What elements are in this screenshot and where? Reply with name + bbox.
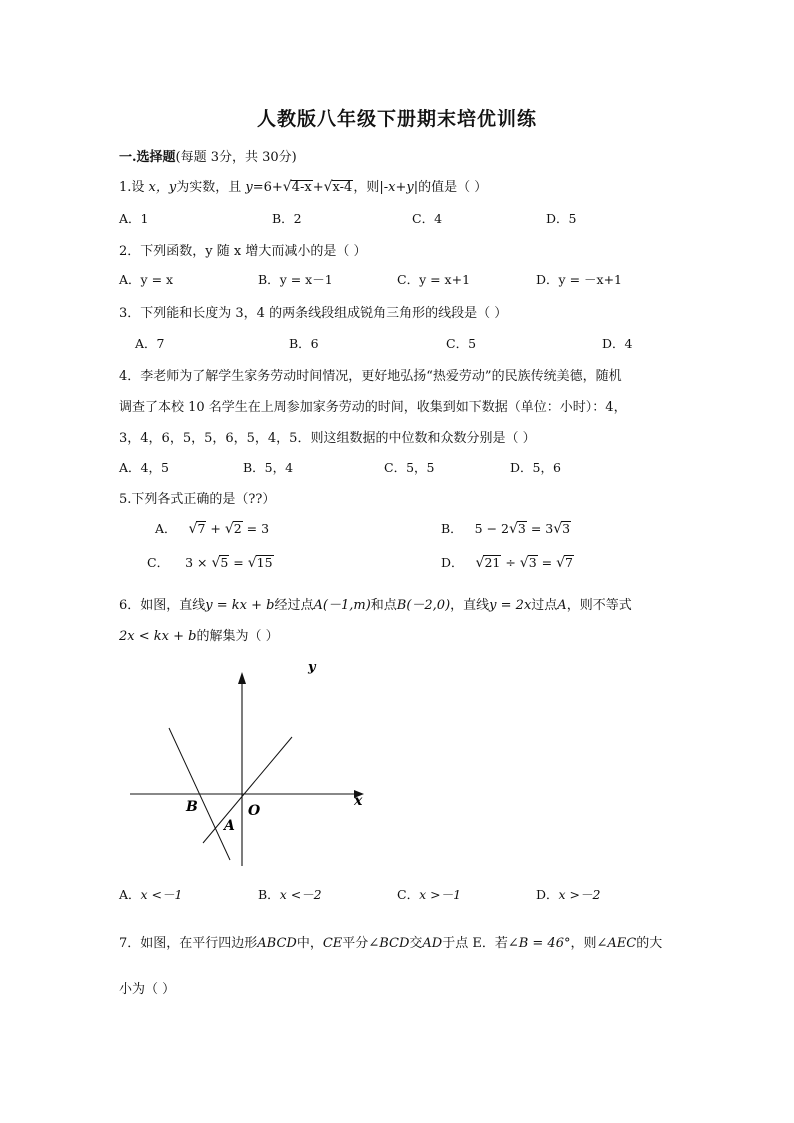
q1-vars: x，y xyxy=(148,180,177,195)
q5-a-eq: = 3 xyxy=(242,521,270,536)
q7-ad: AD xyxy=(422,936,443,951)
question-4-line-1: 4．李老师为了解学生家务劳动时间情况，更好地弘扬“热爱劳动”的民族传统美德，随机 xyxy=(119,369,622,384)
q3-option-b[interactable]: B．6 xyxy=(289,336,319,351)
q5-option-b[interactable] xyxy=(441,519,571,537)
q6-t6: ，则不等式 xyxy=(566,598,632,613)
q3-option-c[interactable]: C．5 xyxy=(446,336,477,351)
q2-b-label: B． xyxy=(258,272,280,287)
q1-option-b[interactable]: B．2 xyxy=(272,211,302,226)
question-6-line-1 xyxy=(119,594,632,613)
q5-a-r1: 7 xyxy=(197,521,206,536)
q7-angle-aec: ∠AEC xyxy=(596,936,637,951)
q5-b-r1: 3 xyxy=(517,521,526,536)
q6-t1: 6．如图，直线 xyxy=(119,598,206,613)
q5-a-op: + xyxy=(206,521,225,536)
q1-option-a[interactable]: A．1 xyxy=(119,211,149,226)
q6-t5: 过点 xyxy=(531,598,558,613)
q7-angle-b: ∠B = 46° xyxy=(507,936,571,951)
q7-abcd: ABCD xyxy=(257,936,297,951)
q5-d-eq: = xyxy=(537,555,557,570)
q4-option-a[interactable]: A．4，5 xyxy=(119,460,169,475)
q5-option-a[interactable] xyxy=(155,519,269,537)
q1-option-d[interactable]: D．5 xyxy=(546,211,577,226)
q7-t3: 平分 xyxy=(342,936,369,951)
q5-option-d[interactable] xyxy=(441,553,574,571)
q2-d-expr: y = －x+1 xyxy=(558,272,622,287)
sqrt-icon: √ xyxy=(509,521,518,537)
q7-t7: 的大 xyxy=(636,936,663,951)
q5-c-eq: = xyxy=(229,555,248,570)
q6-inequality: 2x < kx + b xyxy=(119,629,197,644)
q5-c-label: C． xyxy=(147,555,170,570)
q6-d-expr: x >－2 xyxy=(558,887,601,902)
q1-number: 1. xyxy=(119,180,132,195)
q7-t2: 中， xyxy=(296,936,323,951)
page-title: 人教版八年级下册期末培优训练 xyxy=(256,108,537,130)
q6-a-label: A． xyxy=(119,887,141,902)
q7-t5: 于点 E．若 xyxy=(442,936,508,951)
q6-b-label: B． xyxy=(258,887,280,902)
sqrt-icon: √ xyxy=(224,521,234,537)
q7-ce: CE xyxy=(322,936,343,951)
q6-t4: ，直线 xyxy=(450,598,490,613)
sqrt-icon: √ xyxy=(553,521,563,537)
question-1 xyxy=(119,176,487,195)
q6-option-a[interactable] xyxy=(119,885,182,903)
q5-b-r2: 3 xyxy=(562,521,571,536)
point-a-label: A xyxy=(224,818,235,834)
sqrt-icon: √ xyxy=(188,521,198,537)
q5-c-pre: 3 × xyxy=(185,555,212,570)
q4-option-d[interactable]: D．5，6 xyxy=(510,460,561,475)
sqrt-icon: √ xyxy=(556,555,565,571)
q5-a-label: A． xyxy=(155,521,177,536)
q1-text: 设 xyxy=(131,180,149,195)
line-2x xyxy=(203,737,292,843)
q1-plus: + xyxy=(312,180,324,195)
sqrt-icon: √ xyxy=(247,555,257,571)
q4-option-b[interactable]: B．5，4 xyxy=(243,460,294,475)
sqrt-icon: √ xyxy=(323,179,333,195)
q4-option-c[interactable]: C．5，5 xyxy=(384,460,435,475)
q6-point-b: B(－2,0) xyxy=(396,598,451,613)
q6-t7: 的解集为（ ） xyxy=(196,629,279,644)
q6-t3: 和点 xyxy=(370,598,397,613)
q5-c-r2: 15 xyxy=(256,555,273,570)
q6-option-d[interactable] xyxy=(536,885,600,903)
q6-d-label: D． xyxy=(536,887,559,902)
question-7-line-2: 小为（ ） xyxy=(119,982,176,997)
q5-b-pre: 5 − 2 xyxy=(474,521,509,536)
q3-option-d[interactable]: D．4 xyxy=(602,336,633,351)
q6-t2: 经过点 xyxy=(274,598,314,613)
q1-option-c[interactable]: C．4 xyxy=(412,211,443,226)
point-b-label: B xyxy=(186,799,198,815)
q1-radicand-1: 4-x xyxy=(291,180,312,195)
section-note: (每题 3分，共 30分) xyxy=(175,150,297,165)
question-3: 3．下列能和长度为 3，4 的两条线段组成锐角三角形的线段是（ ） xyxy=(119,306,508,321)
question-4-line-2: 调查了本校 10 名学生在上周参加家务劳动的时间，收集到如下数据（单位：小时）：4， xyxy=(119,400,627,415)
sqrt-icon: √ xyxy=(211,555,221,571)
q5-d-r3: 7 xyxy=(564,555,573,570)
q7-t1: 7．如图，在平行四边形 xyxy=(119,936,258,951)
q2-c-label: C． xyxy=(397,272,420,287)
q6-a-expr: x <－1 xyxy=(140,887,183,902)
q5-b-label: B． xyxy=(441,521,463,536)
question-4-line-3: 3，4，6，5，5，6，5，4，5．则这组数据的中位数和众数分别是（ ） xyxy=(119,431,536,446)
q7-angle-bcd: ∠BCD xyxy=(368,936,410,951)
q6-A: A xyxy=(557,598,567,613)
q2-option-d[interactable] xyxy=(536,270,622,288)
q6-eq2: y = 2x xyxy=(489,598,532,613)
q2-option-a[interactable] xyxy=(119,270,173,288)
y-axis-arrow-icon xyxy=(238,672,246,684)
q6-figure xyxy=(120,660,380,870)
sqrt-icon: √ xyxy=(282,179,292,195)
origin-label: O xyxy=(248,803,261,819)
section-title: 一.选择题 xyxy=(119,150,176,165)
y-axis-label: y xyxy=(308,660,316,675)
sqrt-icon: √ xyxy=(475,555,485,571)
q6-option-c[interactable] xyxy=(397,885,461,903)
q6-point-a: A(－1,m) xyxy=(313,598,371,613)
q2-c-expr: y = x+1 xyxy=(419,272,471,287)
q6-c-expr: x >－1 xyxy=(419,887,462,902)
q5-d-label: D． xyxy=(441,555,464,570)
q2-a-label: A． xyxy=(119,272,141,287)
q6-c-label: C． xyxy=(397,887,420,902)
q5-c-expr xyxy=(185,555,274,570)
q1-text-end: |的值是（ ） xyxy=(413,180,488,195)
q5-d-op: ÷ xyxy=(501,555,520,570)
q2-b-expr: y = x－1 xyxy=(279,272,333,287)
sqrt-icon: √ xyxy=(519,555,529,571)
q1-eq-rest: =6+ xyxy=(252,180,283,195)
q5-b-eq: = 3 xyxy=(526,521,554,536)
q6-eq1: y = kx + b xyxy=(205,598,275,613)
q5-b-expr xyxy=(475,521,571,536)
question-5: 5.下列各式正确的是（??） xyxy=(119,492,276,507)
q6-b-expr: x <－2 xyxy=(279,887,322,902)
q5-d-r2: 3 xyxy=(528,555,537,570)
section-header xyxy=(119,146,297,165)
x-axis-label: x xyxy=(354,793,363,809)
q1-text-mid: 为实数，且 xyxy=(176,180,246,195)
q6-option-b[interactable] xyxy=(258,885,322,903)
q5-d-expr xyxy=(476,555,574,570)
q2-option-c[interactable] xyxy=(397,270,470,288)
q2-option-b[interactable] xyxy=(258,270,333,288)
q1-eq-y: y xyxy=(245,180,253,195)
q5-option-c[interactable] xyxy=(147,553,274,571)
q2-a-expr: y = x xyxy=(140,272,174,287)
q2-d-label: D． xyxy=(536,272,559,287)
q5-a-expr xyxy=(189,521,270,536)
q7-t6: ，则 xyxy=(570,936,597,951)
q3-option-a[interactable]: A．7 xyxy=(135,336,165,351)
question-2: 2．下列函数，y 随 x 增大而减小的是（ ） xyxy=(119,244,367,259)
q5-d-r1: 21 xyxy=(484,555,501,570)
q1-radicand-2: x-4 xyxy=(332,180,353,195)
q1-abs-expr: x+y xyxy=(388,180,414,195)
q5-c-r1: 5 xyxy=(220,555,229,570)
q7-t4: 交 xyxy=(409,936,423,951)
question-6-line-2 xyxy=(119,625,279,644)
q5-a-r2: 2 xyxy=(233,521,242,536)
question-7-line-1 xyxy=(119,932,662,951)
q1-text-post: ，则|- xyxy=(353,180,389,195)
